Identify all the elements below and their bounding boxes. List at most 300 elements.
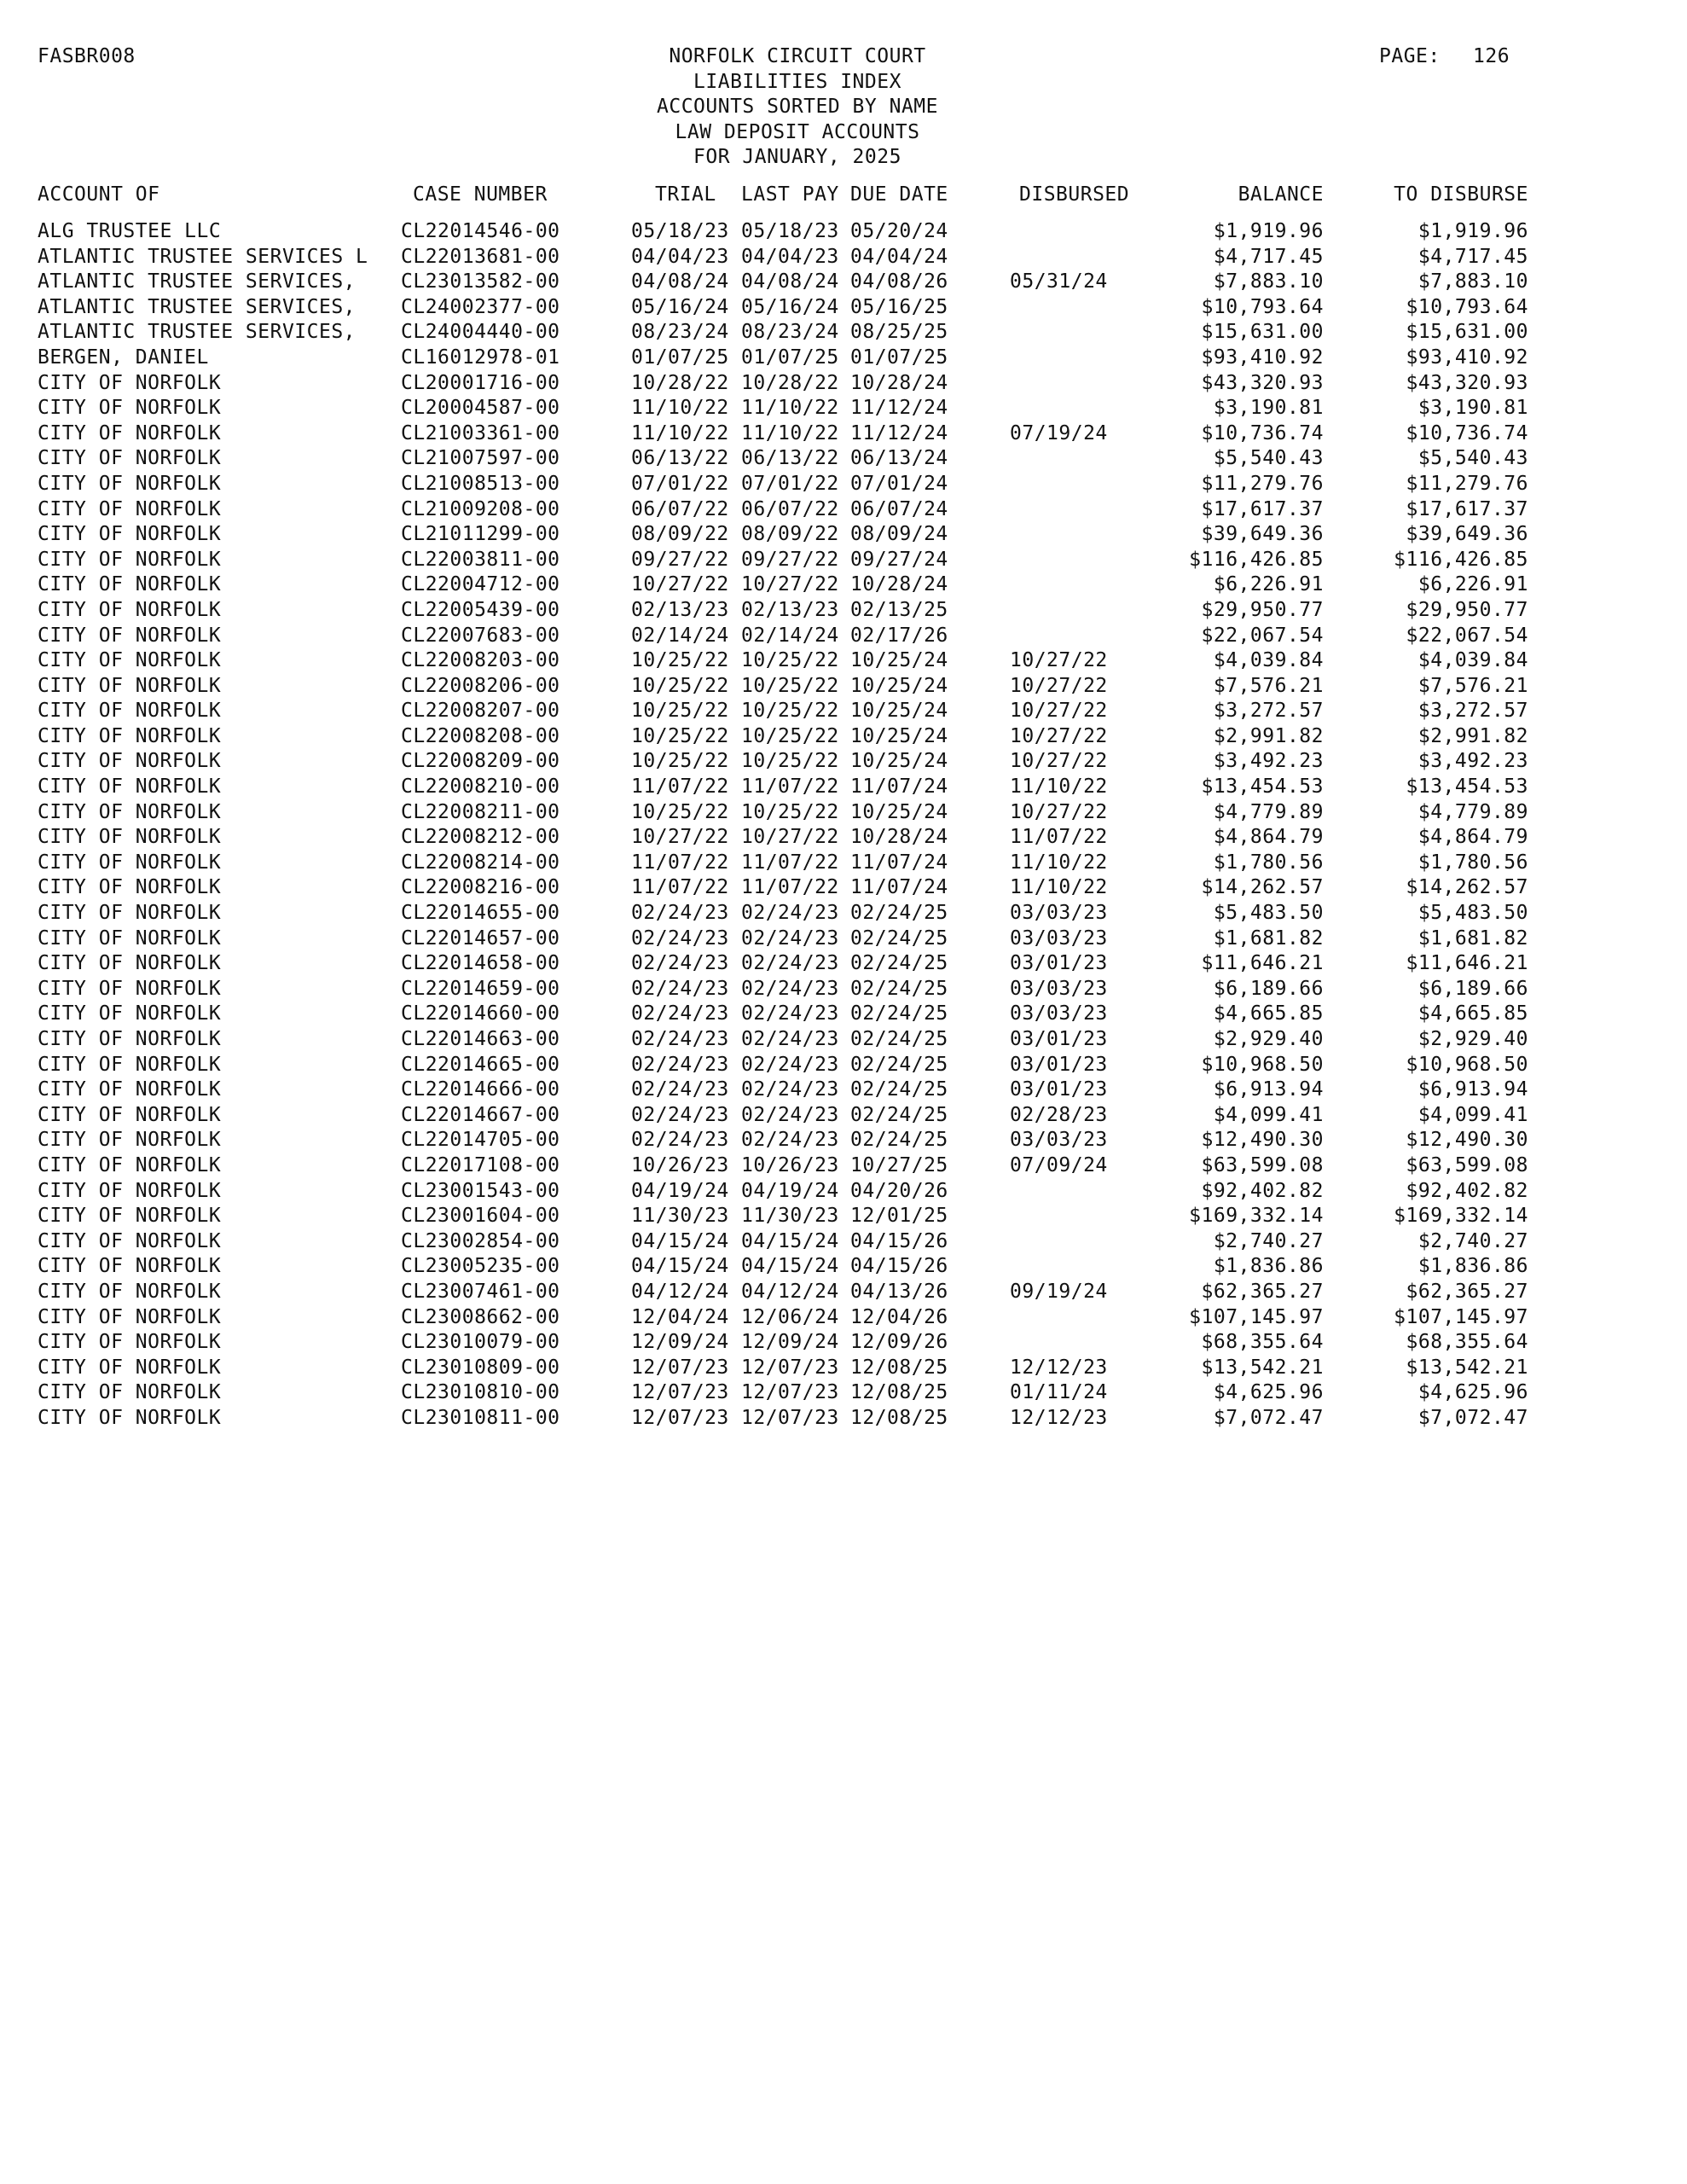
due-date-cell: 05/16/25 — [850, 295, 948, 318]
to-disburse-cell: $1,681.82 — [1417, 926, 1528, 950]
balance-cell: $169,332.14 — [1189, 1205, 1324, 1228]
table-row — [0, 1356, 1687, 1381]
due-date-cell: 10/28/24 — [850, 371, 948, 394]
due-date-cell: 02/24/25 — [850, 902, 948, 925]
due-date-cell: 10/25/24 — [850, 750, 948, 773]
case-number-cell: CL22003811-00 — [401, 548, 560, 571]
table-row — [0, 1380, 1687, 1406]
disbursed-cell: 07/19/24 — [1010, 421, 1108, 444]
table-row — [0, 1305, 1687, 1331]
last-pay-cell: 11/07/22 — [741, 876, 839, 899]
trial-cell: 12/07/23 — [631, 1381, 729, 1404]
sort-description: ACCOUNTS SORTED BY NAME — [657, 96, 938, 119]
case-number-cell: CL20004587-00 — [401, 397, 560, 420]
report-id: FASBR008 — [38, 45, 136, 67]
trial-cell: 11/10/22 — [631, 421, 729, 444]
disbursed-cell: 03/03/23 — [1010, 1002, 1108, 1025]
to-disburse-cell: $39,649.36 — [1406, 523, 1528, 546]
trial-cell: 10/25/22 — [631, 750, 729, 773]
due-date-cell: 02/24/25 — [850, 1103, 948, 1126]
last-pay-cell: 02/24/23 — [741, 926, 839, 950]
balance-cell: $10,793.64 — [1201, 295, 1324, 318]
account-cell: CITY OF NORFOLK — [38, 598, 222, 621]
trial-cell: 12/07/23 — [631, 1356, 729, 1379]
trial-cell: 05/16/24 — [631, 295, 729, 318]
due-date-cell: 10/25/24 — [850, 724, 948, 747]
balance-cell: $17,617.37 — [1201, 497, 1324, 520]
table-row — [0, 548, 1687, 573]
due-date-cell: 11/07/24 — [850, 876, 948, 899]
due-date-cell: 02/13/25 — [850, 598, 948, 621]
to-disburse-cell: $4,099.41 — [1417, 1103, 1528, 1126]
due-date-cell: 10/25/24 — [850, 800, 948, 823]
account-cell: CITY OF NORFOLK — [38, 1103, 222, 1126]
header-balance: BALANCE — [1238, 183, 1324, 206]
to-disburse-cell: $4,779.89 — [1417, 800, 1528, 823]
trial-cell: 06/13/22 — [631, 447, 729, 470]
case-number-cell: CL23013582-00 — [401, 270, 560, 293]
last-pay-cell: 07/01/22 — [741, 472, 839, 495]
balance-cell: $116,426.85 — [1189, 548, 1324, 571]
due-date-cell: 05/20/24 — [850, 220, 948, 242]
table-row — [0, 1077, 1687, 1103]
table-row — [0, 219, 1687, 245]
to-disburse-cell: $5,540.43 — [1417, 447, 1528, 470]
table-row — [0, 396, 1687, 421]
balance-cell: $7,883.10 — [1213, 270, 1324, 293]
table-row — [0, 724, 1687, 750]
to-disburse-cell: $107,145.97 — [1394, 1305, 1528, 1328]
trial-cell: 02/24/23 — [631, 977, 729, 1000]
case-number-cell: CL23007461-00 — [401, 1280, 560, 1303]
account-cell: CITY OF NORFOLK — [38, 1356, 222, 1379]
balance-cell: $4,717.45 — [1213, 245, 1324, 268]
account-cell: CITY OF NORFOLK — [38, 1153, 222, 1176]
trial-cell: 02/24/23 — [631, 1078, 729, 1101]
balance-cell: $68,355.64 — [1201, 1331, 1324, 1354]
court-name: NORFOLK CIRCUIT COURT — [669, 45, 926, 67]
account-cell: CITY OF NORFOLK — [38, 624, 222, 647]
last-pay-cell: 02/24/23 — [741, 1129, 839, 1152]
disbursed-cell: 01/11/24 — [1010, 1381, 1108, 1404]
to-disburse-cell: $116,426.85 — [1394, 548, 1528, 571]
trial-cell: 04/19/24 — [631, 1179, 729, 1202]
due-date-cell: 06/07/24 — [850, 497, 948, 520]
balance-cell: $4,665.85 — [1213, 1002, 1324, 1025]
due-date-cell: 04/08/26 — [850, 270, 948, 293]
table-row — [0, 1128, 1687, 1153]
disbursed-cell: 10/27/22 — [1010, 750, 1108, 773]
to-disburse-cell: $22,067.54 — [1406, 624, 1528, 647]
due-date-cell: 01/07/25 — [850, 346, 948, 369]
case-number-cell: CL22008214-00 — [401, 851, 560, 874]
due-date-cell: 10/28/24 — [850, 573, 948, 596]
case-number-cell: CL22008210-00 — [401, 775, 560, 799]
last-pay-cell: 04/15/24 — [741, 1229, 839, 1252]
last-pay-cell: 02/24/23 — [741, 1053, 839, 1076]
last-pay-cell: 10/28/22 — [741, 371, 839, 394]
last-pay-cell: 02/24/23 — [741, 952, 839, 975]
balance-cell: $2,991.82 — [1213, 724, 1324, 747]
case-number-cell: CL23008662-00 — [401, 1305, 560, 1328]
last-pay-cell: 06/13/22 — [741, 447, 839, 470]
account-cell: CITY OF NORFOLK — [38, 902, 222, 925]
account-cell: CITY OF NORFOLK — [38, 649, 222, 672]
case-number-cell: CL21007597-00 — [401, 447, 560, 470]
trial-cell: 10/27/22 — [631, 573, 729, 596]
case-number-cell: CL21003361-00 — [401, 421, 560, 444]
due-date-cell: 10/25/24 — [850, 700, 948, 723]
trial-cell: 11/07/22 — [631, 876, 729, 899]
last-pay-cell: 02/13/23 — [741, 598, 839, 621]
table-row — [0, 699, 1687, 724]
balance-cell: $3,272.57 — [1213, 700, 1324, 723]
last-pay-cell: 10/25/22 — [741, 724, 839, 747]
to-disburse-cell: $4,039.84 — [1417, 649, 1528, 672]
last-pay-cell: 02/24/23 — [741, 1002, 839, 1025]
account-cell: CITY OF NORFOLK — [38, 1053, 222, 1076]
case-number-cell: CL22013681-00 — [401, 245, 560, 268]
balance-cell: $14,262.57 — [1201, 876, 1324, 899]
trial-cell: 09/27/22 — [631, 548, 729, 571]
account-cell: CITY OF NORFOLK — [38, 724, 222, 747]
balance-cell: $62,365.27 — [1201, 1280, 1324, 1303]
table-row — [0, 875, 1687, 901]
disbursed-cell: 03/01/23 — [1010, 1078, 1108, 1101]
case-number-cell: CL22007683-00 — [401, 624, 560, 647]
last-pay-cell: 04/04/23 — [741, 245, 839, 268]
table-body — [0, 219, 1687, 1432]
last-pay-cell: 12/09/24 — [741, 1331, 839, 1354]
last-pay-cell: 02/24/23 — [741, 977, 839, 1000]
table-row — [0, 1204, 1687, 1229]
disbursed-cell: 10/27/22 — [1010, 800, 1108, 823]
last-pay-cell: 10/25/22 — [741, 800, 839, 823]
balance-cell: $93,410.92 — [1201, 346, 1324, 369]
account-cell: CITY OF NORFOLK — [38, 826, 222, 849]
table-row — [0, 1179, 1687, 1205]
account-cell: CITY OF NORFOLK — [38, 1129, 222, 1152]
to-disburse-cell: $7,072.47 — [1417, 1406, 1528, 1429]
trial-cell: 04/04/23 — [631, 245, 729, 268]
case-number-cell: CL22014705-00 — [401, 1129, 560, 1152]
disbursed-cell: 11/10/22 — [1010, 851, 1108, 874]
account-cell: CITY OF NORFOLK — [38, 573, 222, 596]
case-number-cell: CL22008209-00 — [401, 750, 560, 773]
balance-cell: $6,189.66 — [1213, 977, 1324, 1000]
account-cell: CITY OF NORFOLK — [38, 1406, 222, 1429]
to-disburse-cell: $1,919.96 — [1417, 220, 1528, 242]
account-cell: CITY OF NORFOLK — [38, 1255, 222, 1278]
case-number-cell: CL22008216-00 — [401, 876, 560, 899]
last-pay-cell: 12/07/23 — [741, 1381, 839, 1404]
header-case-number: CASE NUMBER — [413, 183, 548, 206]
report-title-block — [627, 44, 968, 171]
case-number-cell: CL22008211-00 — [401, 800, 560, 823]
table-row — [0, 775, 1687, 800]
disbursed-cell: 12/12/23 — [1010, 1356, 1108, 1379]
to-disburse-cell: $3,190.81 — [1417, 397, 1528, 420]
last-pay-cell: 02/24/23 — [741, 902, 839, 925]
to-disburse-cell: $14,262.57 — [1406, 876, 1528, 899]
last-pay-cell: 11/30/23 — [741, 1205, 839, 1228]
case-number-cell: CL22008207-00 — [401, 700, 560, 723]
balance-cell: $92,402.82 — [1201, 1179, 1324, 1202]
trial-cell: 11/30/23 — [631, 1205, 729, 1228]
account-cell: CITY OF NORFOLK — [38, 1305, 222, 1328]
report-period: FOR JANUARY, 2025 — [693, 146, 901, 169]
due-date-cell: 02/24/25 — [850, 1028, 948, 1050]
account-cell: CITY OF NORFOLK — [38, 1179, 222, 1202]
case-number-cell: CL24004440-00 — [401, 321, 560, 344]
due-date-cell: 12/08/25 — [850, 1381, 948, 1404]
to-disburse-cell: $4,625.96 — [1417, 1381, 1528, 1404]
balance-cell: $22,067.54 — [1201, 624, 1324, 647]
last-pay-cell: 08/09/22 — [741, 523, 839, 546]
table-row — [0, 421, 1687, 447]
table-row — [0, 522, 1687, 548]
balance-cell: $1,919.96 — [1213, 220, 1324, 242]
trial-cell: 04/12/24 — [631, 1280, 729, 1303]
table-row — [0, 320, 1687, 346]
to-disburse-cell: $2,991.82 — [1417, 724, 1528, 747]
disbursed-cell: 03/01/23 — [1010, 952, 1108, 975]
balance-cell: $11,279.76 — [1201, 472, 1324, 495]
due-date-cell: 02/24/25 — [850, 952, 948, 975]
due-date-cell: 02/24/25 — [850, 1002, 948, 1025]
case-number-cell: CL22014660-00 — [401, 1002, 560, 1025]
trial-cell: 08/09/22 — [631, 523, 729, 546]
balance-cell: $4,099.41 — [1213, 1103, 1324, 1126]
disbursed-cell: 03/01/23 — [1010, 1053, 1108, 1076]
case-number-cell: CL22014655-00 — [401, 902, 560, 925]
case-number-cell: CL22008208-00 — [401, 724, 560, 747]
balance-cell: $13,542.21 — [1201, 1356, 1324, 1379]
disbursed-cell: 02/28/23 — [1010, 1103, 1108, 1126]
account-cell: CITY OF NORFOLK — [38, 700, 222, 723]
trial-cell: 04/15/24 — [631, 1255, 729, 1278]
case-number-cell: CL16012978-01 — [401, 346, 560, 369]
trial-cell: 02/24/23 — [631, 1028, 729, 1050]
trial-cell: 12/07/23 — [631, 1406, 729, 1429]
account-cell: CITY OF NORFOLK — [38, 1078, 222, 1101]
table-row — [0, 1027, 1687, 1053]
account-cell: CITY OF NORFOLK — [38, 876, 222, 899]
last-pay-cell: 12/07/23 — [741, 1406, 839, 1429]
to-disburse-cell: $15,631.00 — [1406, 321, 1528, 344]
last-pay-cell: 10/25/22 — [741, 700, 839, 723]
due-date-cell: 12/08/25 — [850, 1406, 948, 1429]
balance-cell: $5,540.43 — [1213, 447, 1324, 470]
balance-cell: $7,072.47 — [1213, 1406, 1324, 1429]
account-cell: CITY OF NORFOLK — [38, 775, 222, 799]
last-pay-cell: 10/26/23 — [741, 1153, 839, 1176]
last-pay-cell: 02/24/23 — [741, 1103, 839, 1126]
account-cell: CITY OF NORFOLK — [38, 1229, 222, 1252]
account-cell: CITY OF NORFOLK — [38, 523, 222, 546]
trial-cell: 04/08/24 — [631, 270, 729, 293]
to-disburse-cell: $7,576.21 — [1417, 674, 1528, 697]
trial-cell: 02/14/24 — [631, 624, 729, 647]
disbursed-cell: 11/10/22 — [1010, 876, 1108, 899]
trial-cell: 05/18/23 — [631, 220, 729, 242]
table-row — [0, 270, 1687, 295]
table-row — [0, 346, 1687, 371]
trial-cell: 10/27/22 — [631, 826, 729, 849]
case-number-cell: CL23001543-00 — [401, 1179, 560, 1202]
last-pay-cell: 08/23/24 — [741, 321, 839, 344]
to-disburse-cell: $63,599.08 — [1406, 1153, 1528, 1176]
table-row — [0, 245, 1687, 270]
balance-cell: $3,492.23 — [1213, 750, 1324, 773]
trial-cell: 10/28/22 — [631, 371, 729, 394]
case-number-cell: CL20001716-00 — [401, 371, 560, 394]
last-pay-cell: 05/16/24 — [741, 295, 839, 318]
case-number-cell: CL23002854-00 — [401, 1229, 560, 1252]
to-disburse-cell: $7,883.10 — [1417, 270, 1528, 293]
case-number-cell: CL23010079-00 — [401, 1331, 560, 1354]
trial-cell: 06/07/22 — [631, 497, 729, 520]
table-row — [0, 371, 1687, 397]
disbursed-cell: 10/27/22 — [1010, 649, 1108, 672]
table-row — [0, 1280, 1687, 1305]
disbursed-cell: 11/10/22 — [1010, 775, 1108, 799]
balance-cell: $4,779.89 — [1213, 800, 1324, 823]
due-date-cell: 02/24/25 — [850, 1078, 948, 1101]
case-number-cell: CL22014666-00 — [401, 1078, 560, 1101]
account-cell: CITY OF NORFOLK — [38, 1331, 222, 1354]
account-cell: ATLANTIC TRUSTEE SERVICES, — [38, 295, 357, 318]
case-number-cell: CL21011299-00 — [401, 523, 560, 546]
trial-cell: 01/07/25 — [631, 346, 729, 369]
table-row — [0, 851, 1687, 876]
case-number-cell: CL23005235-00 — [401, 1255, 560, 1278]
table-row — [0, 472, 1687, 497]
case-number-cell: CL24002377-00 — [401, 295, 560, 318]
balance-cell: $1,836.86 — [1213, 1255, 1324, 1278]
case-number-cell: CL22008206-00 — [401, 674, 560, 697]
due-date-cell: 11/12/24 — [850, 421, 948, 444]
trial-cell: 02/24/23 — [631, 952, 729, 975]
balance-cell: $10,968.50 — [1201, 1053, 1324, 1076]
to-disburse-cell: $6,189.66 — [1417, 977, 1528, 1000]
account-cell: CITY OF NORFOLK — [38, 1002, 222, 1025]
due-date-cell: 12/01/25 — [850, 1205, 948, 1228]
due-date-cell: 04/20/26 — [850, 1179, 948, 1202]
due-date-cell: 11/07/24 — [850, 775, 948, 799]
disbursed-cell: 03/03/23 — [1010, 926, 1108, 950]
last-pay-cell: 04/12/24 — [741, 1280, 839, 1303]
case-number-cell: CL22014665-00 — [401, 1053, 560, 1076]
account-cell: CITY OF NORFOLK — [38, 397, 222, 420]
trial-cell: 12/04/24 — [631, 1305, 729, 1328]
page-number: 126 — [1473, 45, 1510, 67]
last-pay-cell: 10/25/22 — [741, 674, 839, 697]
to-disburse-cell: $169,332.14 — [1394, 1205, 1528, 1228]
balance-cell: $3,190.81 — [1213, 397, 1324, 420]
trial-cell: 02/13/23 — [631, 598, 729, 621]
due-date-cell: 12/08/25 — [850, 1356, 948, 1379]
due-date-cell: 10/25/24 — [850, 674, 948, 697]
due-date-cell: 11/07/24 — [850, 851, 948, 874]
account-cell: CITY OF NORFOLK — [38, 1205, 222, 1228]
balance-cell: $15,631.00 — [1201, 321, 1324, 344]
account-cell: CITY OF NORFOLK — [38, 977, 222, 1000]
table-row — [0, 624, 1687, 649]
case-number-cell: CL23001604-00 — [401, 1205, 560, 1228]
balance-cell: $2,740.27 — [1213, 1229, 1324, 1252]
due-date-cell: 12/04/26 — [850, 1305, 948, 1328]
last-pay-cell: 02/24/23 — [741, 1028, 839, 1050]
balance-cell: $63,599.08 — [1201, 1153, 1324, 1176]
account-cell: CITY OF NORFOLK — [38, 1280, 222, 1303]
due-date-cell: 09/27/24 — [850, 548, 948, 571]
balance-cell: $4,864.79 — [1213, 826, 1324, 849]
account-cell: CITY OF NORFOLK — [38, 497, 222, 520]
to-disburse-cell: $10,793.64 — [1406, 295, 1528, 318]
last-pay-cell: 02/24/23 — [741, 1078, 839, 1101]
table-row — [0, 497, 1687, 523]
due-date-cell: 02/24/25 — [850, 926, 948, 950]
table-row — [0, 800, 1687, 826]
balance-cell: $7,576.21 — [1213, 674, 1324, 697]
balance-cell: $43,320.93 — [1201, 371, 1324, 394]
to-disburse-cell: $13,454.53 — [1406, 775, 1528, 799]
last-pay-cell: 10/25/22 — [741, 649, 839, 672]
to-disburse-cell: $68,355.64 — [1406, 1331, 1528, 1354]
balance-cell: $1,780.56 — [1213, 851, 1324, 874]
balance-cell: $1,681.82 — [1213, 926, 1324, 950]
due-date-cell: 12/09/26 — [850, 1331, 948, 1354]
disbursed-cell: 10/27/22 — [1010, 724, 1108, 747]
table-row — [0, 901, 1687, 926]
case-number-cell: CL22008212-00 — [401, 826, 560, 849]
due-date-cell: 02/24/25 — [850, 1129, 948, 1152]
disbursed-cell: 10/27/22 — [1010, 700, 1108, 723]
to-disburse-cell: $93,410.92 — [1406, 346, 1528, 369]
to-disburse-cell: $13,542.21 — [1406, 1356, 1528, 1379]
trial-cell: 11/10/22 — [631, 397, 729, 420]
due-date-cell: 02/24/25 — [850, 977, 948, 1000]
balance-cell: $11,646.21 — [1201, 952, 1324, 975]
to-disburse-cell: $11,279.76 — [1406, 472, 1528, 495]
due-date-cell: 04/15/26 — [850, 1255, 948, 1278]
account-cell: CITY OF NORFOLK — [38, 472, 222, 495]
to-disburse-cell: $43,320.93 — [1406, 371, 1528, 394]
account-cell: CITY OF NORFOLK — [38, 421, 222, 444]
case-number-cell: CL22014667-00 — [401, 1103, 560, 1126]
to-disburse-cell: $17,617.37 — [1406, 497, 1528, 520]
account-cell: CITY OF NORFOLK — [38, 851, 222, 874]
balance-cell: $10,736.74 — [1201, 421, 1324, 444]
trial-cell: 10/25/22 — [631, 700, 729, 723]
balance-cell: $13,454.53 — [1201, 775, 1324, 799]
disbursed-cell: 05/31/24 — [1010, 270, 1108, 293]
due-date-cell: 10/28/24 — [850, 826, 948, 849]
balance-cell: $107,145.97 — [1189, 1305, 1324, 1328]
to-disburse-cell: $2,740.27 — [1417, 1229, 1528, 1252]
case-number-cell: CL23010809-00 — [401, 1356, 560, 1379]
to-disburse-cell: $2,929.40 — [1417, 1028, 1528, 1050]
due-date-cell: 04/04/24 — [850, 245, 948, 268]
case-number-cell: CL23010810-00 — [401, 1381, 560, 1404]
to-disburse-cell: $10,968.50 — [1406, 1053, 1528, 1076]
trial-cell: 10/25/22 — [631, 674, 729, 697]
account-cell: ALG TRUSTEE LLC — [38, 220, 222, 242]
account-cell: CITY OF NORFOLK — [38, 674, 222, 697]
to-disburse-cell: $1,780.56 — [1417, 851, 1528, 874]
trial-cell: 02/24/23 — [631, 1053, 729, 1076]
